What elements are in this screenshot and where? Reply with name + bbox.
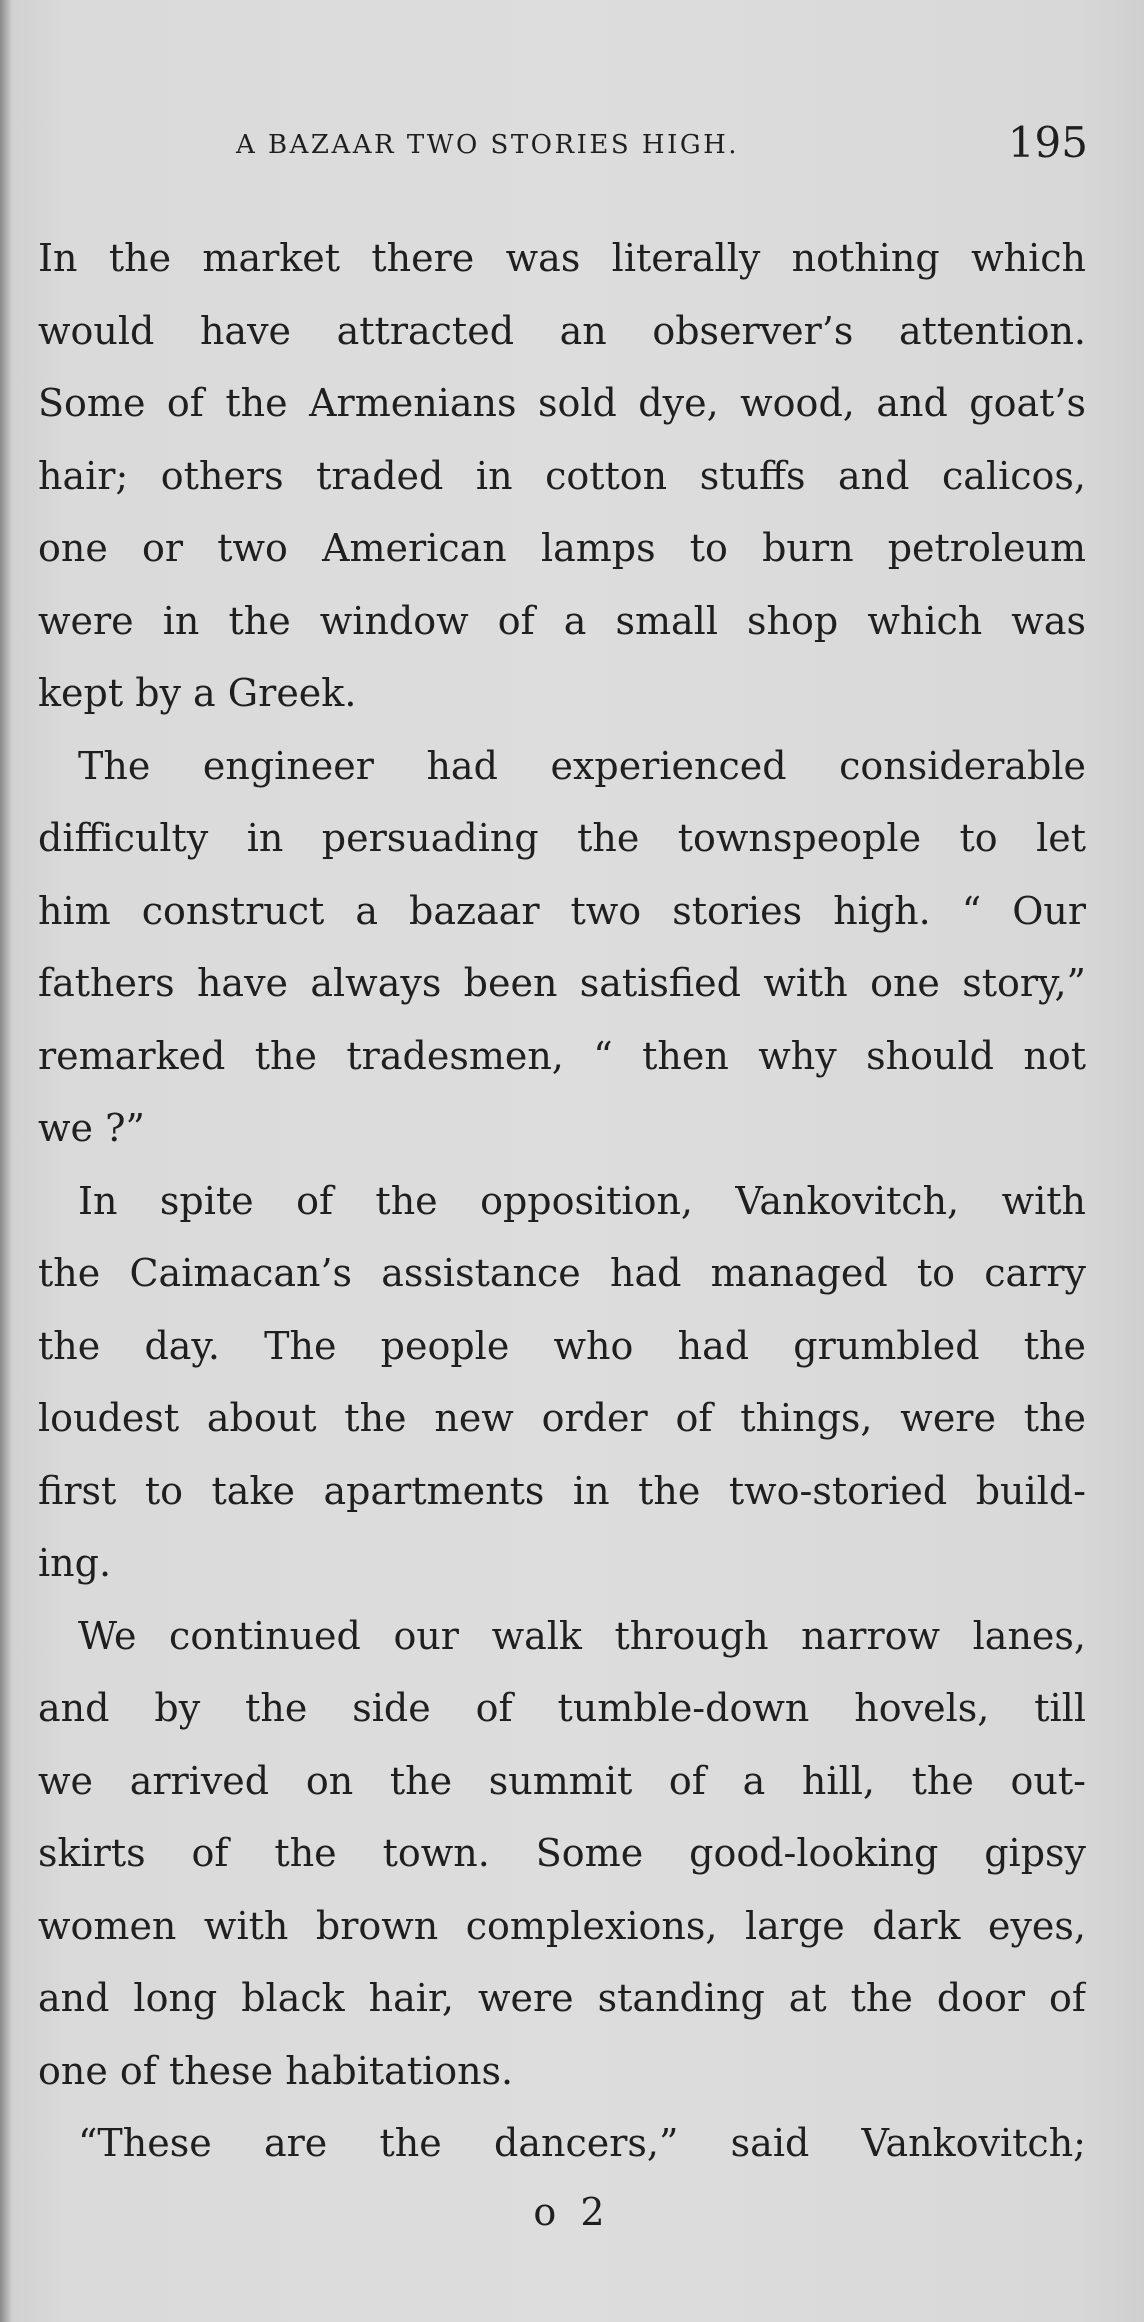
text-line: remarked the tradesmen, “ then why should not xyxy=(38,1033,1086,1078)
running-title: A BAZAAR TWO STORIES HIGH. xyxy=(236,130,740,160)
text-line: kept by a Greek. xyxy=(38,671,357,715)
text-line: women with brown complexions, large dark eyes, xyxy=(38,1903,1086,1948)
text-line: In spite of the opposition, Vankovitch, with xyxy=(78,1178,1086,1223)
text-line: we ?” xyxy=(38,1106,145,1150)
page-number: 195 xyxy=(1007,118,1088,167)
text-line: In the market there was literally nothing which xyxy=(38,236,1086,280)
text-line: and long black hair, were standing at the door of xyxy=(38,1976,1086,2020)
text-line: Some of the Armenians sold dye, wood, and goat’s xyxy=(38,381,1086,425)
text-line: him construct a bazaar two stories high. “ Our xyxy=(38,888,1086,933)
running-head xyxy=(0,112,1144,167)
text-line: skirts of the town. Some good-looking gipsy xyxy=(38,1831,1086,1875)
text-line: one or two American lamps to burn petroleum xyxy=(38,526,1086,570)
text-line: fathers have always been satisfied with one story,” xyxy=(38,961,1086,1005)
text-line: and by the side of tumble-down hovels, till xyxy=(38,1686,1086,1730)
text-line: We continued our walk through narrow lanes, xyxy=(78,1613,1086,1658)
text-line: ing. xyxy=(38,1541,112,1585)
signature-mark: o 2 xyxy=(533,2190,611,2234)
text-line: hair; others traded in cotton stuffs and calicos, xyxy=(38,453,1086,498)
text-line: loudest about the new order of things, were the xyxy=(38,1396,1086,1440)
text-line: first to take apartments in the two-storied build- xyxy=(38,1468,1086,1513)
text-line: difficulty in persuading the townspeople to let xyxy=(38,816,1086,860)
body-text xyxy=(38,222,1086,2180)
text-line: The engineer had experienced considerable xyxy=(78,743,1086,788)
text-line: were in the window of a small shop which was xyxy=(38,598,1086,643)
text-line: would have attracted an observer’s attention. xyxy=(38,308,1086,353)
text-line: one of these habitations. xyxy=(38,2048,514,2093)
text-line: the day. The people who had grumbled the xyxy=(38,1323,1086,1368)
text-line: “These are the dancers,” said Vankovitch; xyxy=(78,2121,1086,2165)
text-line: the Caimacan’s assistance had managed to carry xyxy=(38,1251,1086,1295)
text-line: we arrived on the summit of a hill, the out- xyxy=(38,1758,1086,1803)
